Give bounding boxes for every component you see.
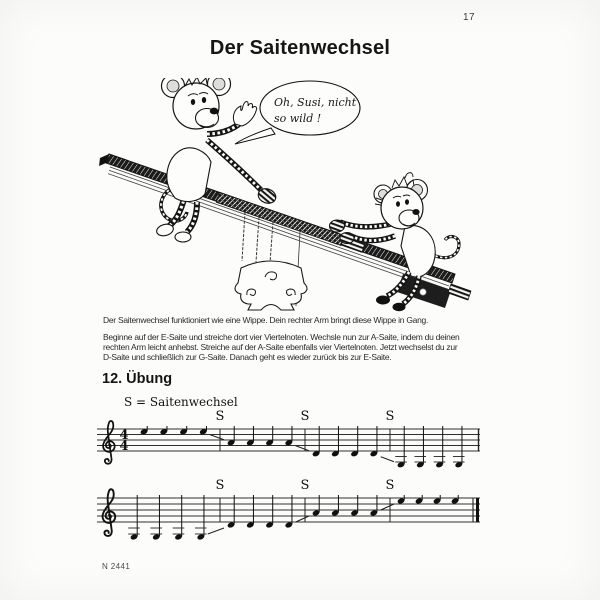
page-title: Der Saitenwechsel — [209, 37, 391, 59]
quarter-note-E5 — [140, 426, 148, 435]
violin-bridge — [235, 261, 307, 310]
quarter-note-E5 — [397, 495, 405, 504]
final-barline — [476, 498, 479, 522]
string-change-label: S — [215, 409, 225, 424]
treble-clef — [103, 421, 115, 464]
mouse-nose — [412, 209, 419, 215]
quarter-note-G3 — [395, 426, 407, 468]
quarter-note-G3 — [150, 495, 162, 540]
string-change-connector — [381, 457, 394, 462]
string-change-connector — [296, 516, 309, 522]
quarter-note-E5 — [451, 495, 459, 504]
string-change-label: S — [215, 478, 225, 493]
quarter-note-G3 — [128, 495, 140, 540]
bubble-line-2: so wild ! — [274, 112, 322, 125]
staff-system-1 — [97, 409, 480, 468]
bow-winding — [216, 192, 344, 245]
quarter-note-D4 — [312, 426, 320, 457]
quarter-note-D4 — [350, 426, 358, 457]
quarter-note-G3 — [173, 495, 185, 540]
string-change-label: S — [300, 478, 310, 493]
string-change-connector — [381, 504, 394, 510]
exercise-heading: 12. Übung — [102, 371, 173, 387]
quarter-note-D4 — [265, 495, 273, 528]
string-change-connector — [208, 528, 224, 534]
staff-system-2 — [97, 478, 480, 540]
bow-screw — [448, 284, 471, 300]
paragraph-1: Der Saitenwechsel funktioniert wie eine Wippe. Dein rechter Arm bringt diese Wippe in Gang. — [103, 315, 429, 325]
string-change-label: S — [300, 409, 310, 424]
seesaw-illustration — [95, 78, 495, 314]
quarter-note-D4 — [331, 426, 339, 457]
quarter-note-E5 — [415, 495, 423, 504]
quarter-note-D4 — [285, 495, 293, 528]
string-change-connector — [296, 446, 309, 451]
mouse-nose — [210, 108, 218, 115]
string-change-label: S — [385, 409, 395, 424]
treble-clef — [103, 489, 116, 536]
string-change-legend: S = Saitenwechsel — [124, 395, 238, 409]
quarter-note-G3 — [195, 495, 207, 540]
page-number: 17 — [463, 12, 476, 23]
time-signature-digit: 4 — [119, 428, 129, 443]
quarter-note-E5 — [199, 426, 207, 435]
quarter-note-D4 — [246, 495, 254, 528]
quarter-note-E5 — [433, 495, 441, 504]
quarter-note-G3 — [414, 426, 426, 468]
quarter-note-G3 — [453, 426, 465, 468]
time-signature-digit: 4 — [119, 439, 129, 454]
quarter-note-D4 — [227, 495, 235, 528]
quarter-note-G3 — [434, 426, 446, 468]
string-change-label: S — [385, 478, 395, 493]
plate-number: N 2441 — [102, 562, 131, 571]
music-notation — [88, 406, 498, 564]
bubble-line-1: Oh, Susi, nicht — [274, 96, 357, 109]
quarter-note-E5 — [179, 426, 187, 435]
quarter-note-E5 — [160, 426, 168, 435]
waving-hand — [233, 102, 256, 127]
quarter-note-D4 — [370, 426, 378, 457]
paragraph-2: Beginne auf der E-Saite und streiche dort vier Viertelnoten. Wechsle nun zur A-Saite, indem du deinen rechten Arm leicht anhebst. Streiche auf der A-Saite ebenfalls vier Viertelnoten. Jetzt wechselst du zur D-Saite und schließlich zur G-Saite. Danach geht es wieder zurück bis zur E-Saite. — [103, 332, 460, 363]
string-change-connector — [210, 435, 224, 440]
